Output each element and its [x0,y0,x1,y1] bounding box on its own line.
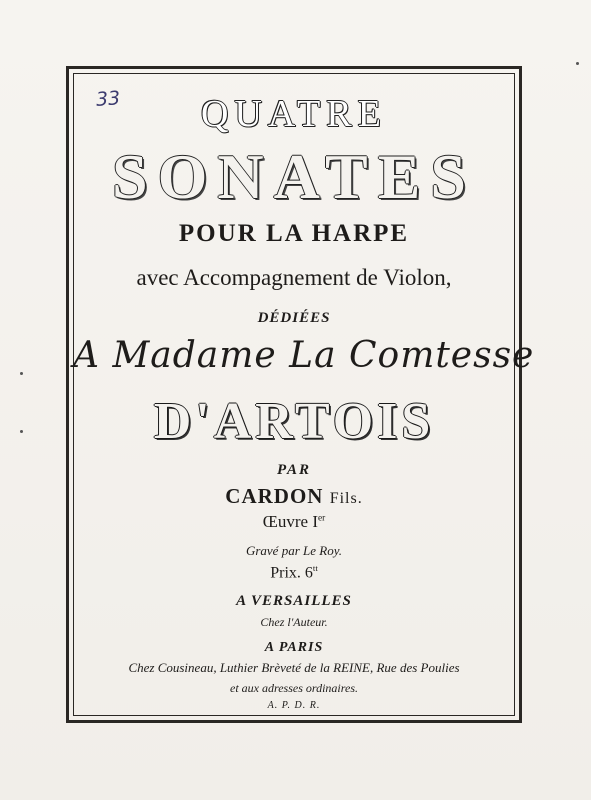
publisher-chez-auteur: Chez l'Auteur. [260,615,328,629]
folio-number: 33 [95,87,121,111]
title-violon: avec Accompagnement de Violon, [136,265,452,290]
price-superscript: tt [312,563,318,573]
author-fils: Fils. [329,490,363,507]
author-line [73,484,515,509]
publisher-paris: A PARIS [264,640,324,655]
privilege-mark: A. P. D. R. [267,700,321,711]
opus-text: Œuvre I [262,512,318,531]
engraver-line: Gravé par Le Roy. [245,543,343,558]
title-harpe: POUR LA HARPE [178,220,410,247]
publisher-versailles: A VERSAILLES [236,593,352,609]
opus-superscript: er [317,513,326,524]
price-text: Prix. 6 [270,564,313,582]
publisher-adresses: et aux adresses ordinaires. [230,681,358,695]
price-line [73,563,515,582]
ink-speck [576,62,579,65]
title-quatre: QUATRE [201,93,387,135]
author-par: PAR [276,462,312,478]
title-sonates: SONATES [111,141,477,212]
dedication-artois: D'ARTOIS [153,393,435,450]
publisher-cousineau: Chez Cousineau, Luthier Brèveté de la REINE, Rue des Poulies [128,660,460,675]
ink-speck [20,372,23,375]
dedication-dediees: DÉDIÉES [257,310,331,326]
ink-speck [20,430,23,433]
author-name: CARDON [225,484,324,508]
opus-line [73,512,515,532]
dedication-madame: A Madame La Comtesse [73,335,535,376]
